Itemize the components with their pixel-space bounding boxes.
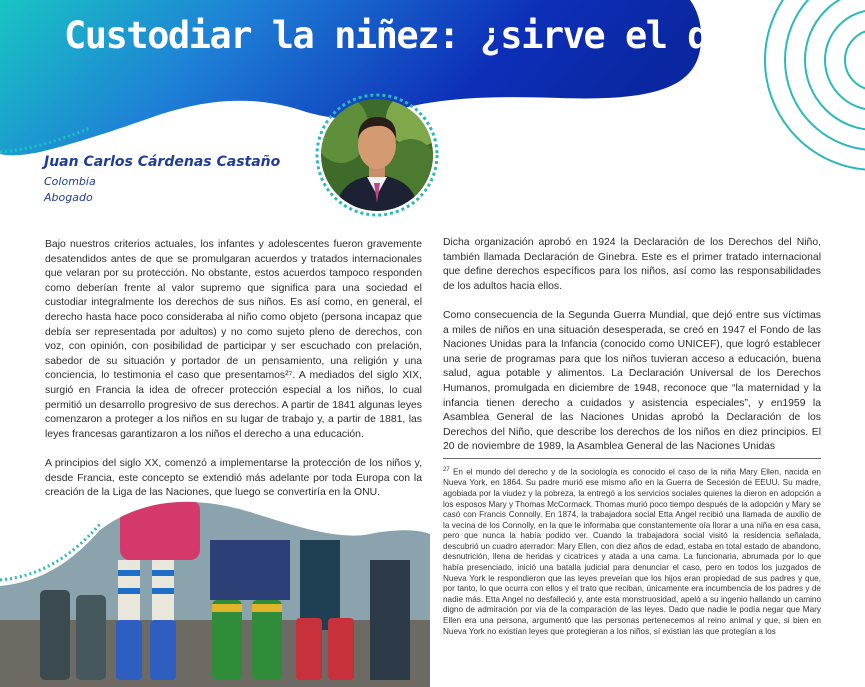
footnote bbox=[443, 465, 821, 637]
footnote-text: En el mundo del derecho y de la sociología es conocido el caso de la niña Mary Ellen, nacida en Nueva York, en 1864. Su padre murió ese mismo año en la Guerra de Secesión de EEUU. Su madre, agobiada por la viudez y la pobreza, la entregó a los servicios sociales quienes la dieron en adopción a los esposos Mary y Thomas McCormack. Thomas murió poco tiempo después de la adopción y Mary se casó con Francis Connolly. En 1874, la trabajadora social Etta Angel recibió una llamada de auxilio de la vecina de los Connolly, en la que le informaba que constantemente oía llorar a una niña en esa casa, pero que nunca la había podido ver. Cuando la trabajadora social visitó la residencia señalada, descubrió un cuadro aterrador: Mary Ellen, con diez años de edad, estaba en total estado de abandono, desnutrición, llena de heridas y cicatrices y atada a una cama. La funcionaria, abrumada por lo que había presenciado, inició una batalla judicial para denunciar el caso, pero en todos los juzgados de Nueva York le respondieron que las leyes preveían que los hijos eran propiedad de sus padres y que, por tanto, lo que ocurra con ellos y el trato que reciban, únicamente era incumbencia de los padres y de nadie más. Etta Angel no desfalleció y, ante esta monstruosidad, apeló a su ingenio hallando un camino digno de admiración por vía de la comparación de las leyes. Dado que nadie le podía negar que Mary Ellen era una persona, argumentó que las personas pertenecemos al reino animal y que, si bien en Nueva York no existían leyes que protegieran a los niños, sí existían las que protegían a los bbox=[443, 467, 821, 636]
author-portrait-icon bbox=[321, 99, 433, 211]
body-column-left bbox=[45, 238, 422, 515]
paragraph: A principios del siglo XX, comenzó a implementarse la protección de los niños y, desde Francia, este concepto se extendió más adelante por toda Europa con la creación de la Liga de las Naciones, que luego se convertiría en la ONU. bbox=[45, 457, 422, 499]
footnote-marker: 27 bbox=[443, 467, 450, 473]
paragraph: Bajo nuestros criterios actuales, los infantes y adolescentes fueron gravemente desatendidos antes de que se promulgaran acuerdos y tratados internacionales que velaran por su protección. No obstante, estos acuerdos tampoco responden como deberían frente al valor supremo que significa para una sociedad el custodiar integralmente los derechos de sus niños. Es así como, en general, el derecho hasta hace poco consideraba al niño como objeto (persona incapaz que debía ser representada por adultos) y no como sujeto pleno de derechos, con voz, con opinión, con posibilidad de participar y ser escuchado con prelación, sabedor de su situación y portador de un pensamiento, una religión y una conciencia, lo testimonia el caso que presentamos²⁷. A mediados del siglo XIX, surgió en Francia la idea de ofrecer protección especial a los niños, lo cual permitió un desarrollo progresivo de sus derechos. A partir de 1841 algunas leyes comenzaron a proteger a los niños en su lugar de trabajo y, a partir de 1881, las leyes francesas garantizaron a los niños el derecho a una educación. bbox=[45, 239, 422, 440]
author-photo-frame bbox=[315, 93, 439, 217]
children-rain-boots-photo-icon bbox=[0, 500, 430, 687]
page-title: Custodiar la niñez: ¿sirve el derecho? bbox=[64, 14, 854, 57]
paragraph: Como consecuencia de la Segunda Guerra Mundial, que dejó entre sus víctimas a miles de niños en una situación desesperada, se creó en 1947 el Fondo de las Naciones Unidas para la Infancia (conocido como UNICEF), que logró establecer una serie de programas para que los niños tuvieran acceso a educación, buena salud, agua potable y alimentos. La Declaración Universal de los Derechos Humanos, promulgada en diciembre de 1948, reconoce que “la maternidad y la infancia tienen derecho a cuidados y asistencia especiales”, y en1959 la Asamblea General de las Naciones Unidas aprobó la Declaración de los Derechos del Niño, que describe los derechos de los niños en diez principios. El 20 de noviembre de 1989, la Asamblea General de las Naciones Unidas bbox=[443, 309, 821, 453]
author-profession: Abogado bbox=[44, 191, 93, 204]
author-block bbox=[44, 154, 280, 206]
paragraph: Dicha organización aprobó en 1924 la Declaración de los Derechos del Niño, también llamada Declaración de Ginebra. Este es el primer tratado internacional que define derechos específicos para los niños, así como las responsabilidades de los adultos hacia ellos. bbox=[443, 237, 821, 292]
author-country: Colombia bbox=[44, 175, 96, 188]
concentric-circles-icon bbox=[725, 0, 865, 190]
body-column-right bbox=[443, 236, 821, 470]
author-name: Juan Carlos Cárdenas Castaño bbox=[44, 154, 281, 170]
footnote-divider bbox=[443, 458, 821, 459]
